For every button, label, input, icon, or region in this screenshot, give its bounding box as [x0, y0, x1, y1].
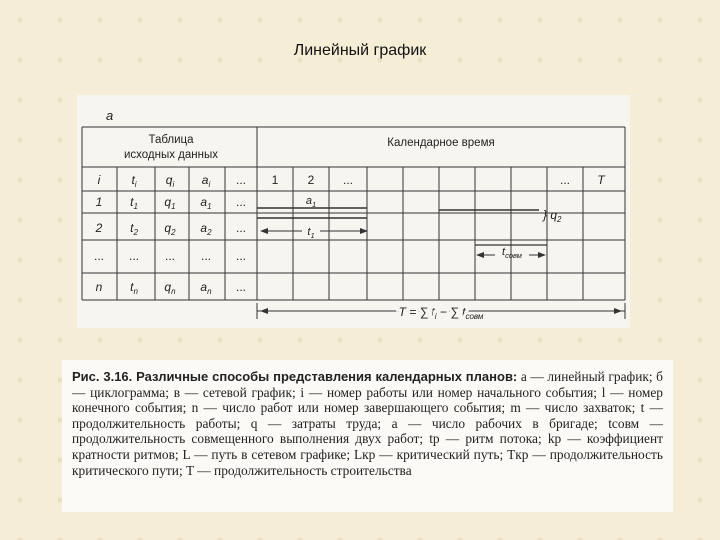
row2-brace: } $q_2$: [543, 208, 562, 224]
col-header-q: $q_i$: [165, 173, 175, 189]
cal-header-dots: ...: [342, 173, 354, 187]
row3-t: ...: [128, 249, 140, 263]
rown-q: $q_n$: [164, 280, 176, 296]
row2-bar-label: $t_1$: [307, 226, 315, 240]
row1-bar-label: $a_1$: [305, 195, 317, 209]
row2-dots: ...: [235, 221, 247, 235]
caption-body: а — линейный график; б — циклограмма; в — сетевой график; i — номер работы или номер начального события; l — номер конечного события; n — число работ или номер завершающего события; m — число захваток; t — продолжительность работы; q — затраты труда; а — число рабочих в бригаде; tсовм — продолжительность совмещенного выполнения двух работ; tр — ритм потока; kр — коэффициент кратности ритмов; L — путь в сетевом графике; Lкр — критический путь; Tкр — продолжительность критического пути; T — продолжительность строительства: [72, 369, 663, 478]
row1-t: $t_1$: [130, 195, 138, 211]
row3-dots: ...: [235, 249, 247, 263]
cal-header-2: 2: [307, 173, 315, 187]
col-header-a: $a_i$: [201, 173, 211, 189]
rown-t: $t_n$: [130, 280, 138, 296]
row3-i: ...: [93, 249, 105, 263]
row1-a: $a_1$: [200, 195, 212, 211]
linear-schedule-figure: [77, 95, 630, 328]
slide-title: Линейный график: [293, 42, 427, 59]
panel-label: а: [106, 108, 114, 123]
row1-dots: ...: [235, 195, 247, 209]
cal-header-1: 1: [271, 173, 279, 187]
row2-i: 2: [95, 221, 103, 235]
total-formula: T = ∑ $t_i$ − ∑ $t_{совм}$: [398, 305, 484, 321]
caption-title: Рис. 3.16. Различные способы представления календарных планов:: [72, 369, 518, 384]
row3-bar-label: $t_{совм}$: [502, 246, 522, 260]
figure-caption: [62, 360, 673, 512]
cal-header-T: T: [597, 173, 605, 187]
table-header-line1: Таблица: [148, 134, 194, 146]
rown-a: $a_n$: [200, 280, 212, 296]
col-header-t: $t_i$: [131, 173, 137, 189]
col-header-dots: ...: [235, 173, 247, 187]
row1-i: 1: [95, 195, 103, 209]
row2-t: $t_2$: [130, 221, 138, 237]
schedule-table-drawing: [77, 95, 630, 328]
cal-header-dots-2: ...: [559, 173, 571, 187]
row2-a: $a_2$: [200, 221, 212, 237]
col-header-i: i: [97, 173, 101, 187]
row1-q: $q_1$: [164, 195, 176, 211]
rown-dots: ...: [235, 280, 247, 294]
row3-q: ...: [164, 249, 176, 263]
row2-q: $q_2$: [164, 221, 176, 237]
table-header-line2: исходных данных: [123, 149, 219, 161]
calendar-header: Календарное время: [387, 137, 495, 149]
rown-i: n: [95, 280, 103, 294]
row3-a: ...: [200, 249, 212, 263]
